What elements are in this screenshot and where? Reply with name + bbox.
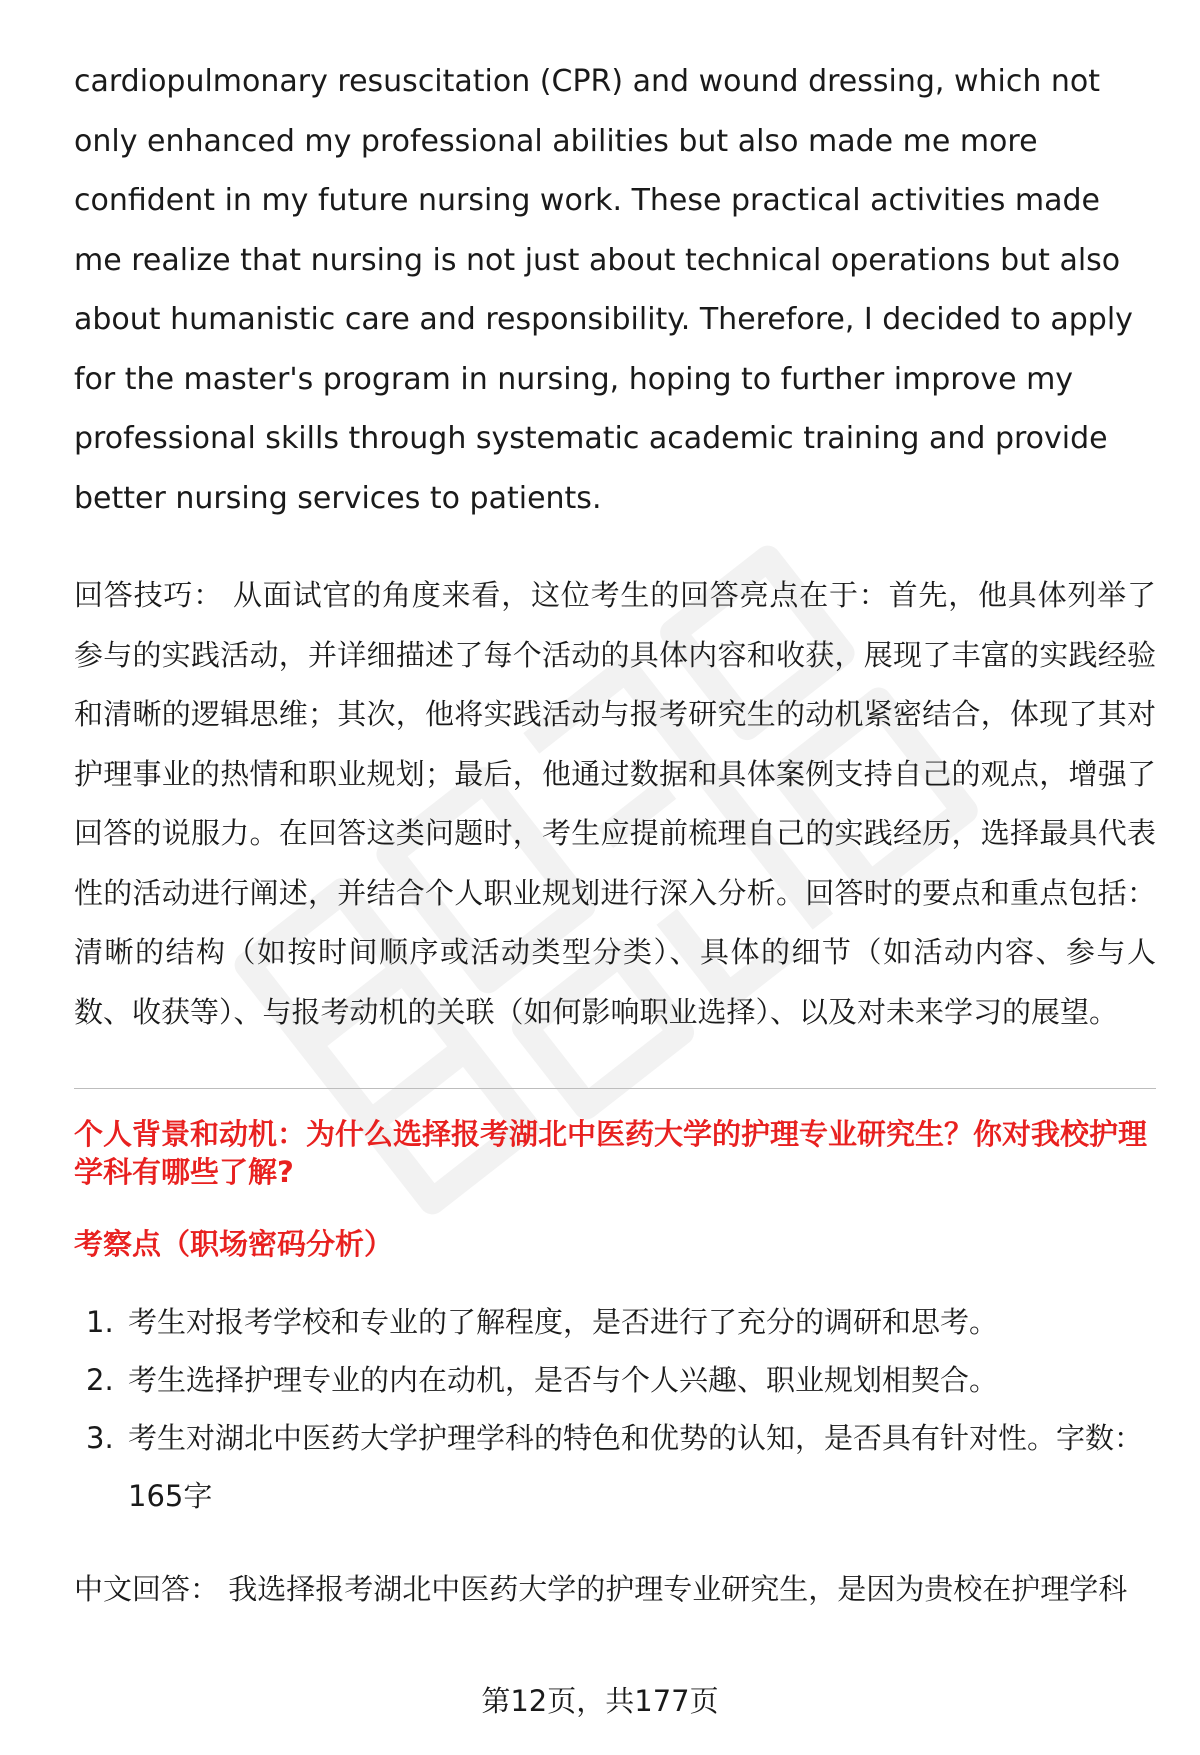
page-number-footer: 第12页，共177页 — [481, 1684, 719, 1718]
document-page — [74, 52, 1156, 1609]
key-points-heading: 考察点（职场密码分析） — [74, 1227, 394, 1261]
question-heading: 个人背景和动机：为什么选择报考湖北中医药大学的护理专业研究生？你对我校护理学科有哪些了解? — [74, 1117, 1148, 1189]
list-item-number: 1. — [86, 1305, 114, 1339]
list-item-text: 考生对湖北中医药大学护理学科的特色和优势的认知，是否具有针对性。字数：165字 — [128, 1421, 1144, 1513]
key-points-list — [74, 1293, 1156, 1525]
english-answer-paragraph: cardiopulmonary resuscitation (CPR) and wound dressing, which not only enhanced my professional abilities but also made me more confident in my future nursing work. These practical activities made me realize that nursing is not just about technical operations but also about humanistic care and responsibility. Therefore, I decided to apply for the master's program in nursing, hoping to further improve my professional skills through systematic academic training and provide better nursing services to patients. — [74, 64, 1133, 516]
answer-tips-paragraph: 回答技巧： 从面试官的角度来看，这位考生的回答亮点在于：首先，他具体列举了参与的实践活动，并详细描述了每个活动的具体内容和收获，展现了丰富的实践经验和清晰的逻辑思维；其次，他将实践活动与报考研究生的动机紧密结合，体现了其对护理事业的热情和职业规划；最后，他通过数据和具体案例支持自己的观点，增强了回答的说服力。在回答这类问题时，考生应提前梳理自己的实践经历，选择最具代表性的活动进行阐述，并结合个人职业规划进行深入分析。回答时的要点和重点包括：清晰的结构（如按时间顺序或活动类型分类）、具体的细节（如活动内容、参与人数、收获等）、与报考动机的关联（如何影响职业选择）、以及对未来学习的展望。 — [74, 578, 1156, 1029]
list-item-text: 考生选择护理专业的内在动机，是否与个人兴趣、职业规划相契合。 — [128, 1363, 999, 1397]
list-item — [74, 1351, 1156, 1409]
list-item — [74, 1409, 1156, 1525]
chinese-answer-start: 中文回答： 我选择报考湖北中医药大学的护理专业研究生，是因为贵校在护理学科 — [74, 1572, 1128, 1606]
list-item-number: 3. — [86, 1421, 114, 1455]
section-divider — [74, 1088, 1156, 1089]
list-item-number: 2. — [86, 1363, 114, 1397]
list-item — [74, 1293, 1156, 1351]
list-item-text: 考生对报考学校和专业的了解程度，是否进行了充分的调研和思考。 — [128, 1305, 999, 1339]
